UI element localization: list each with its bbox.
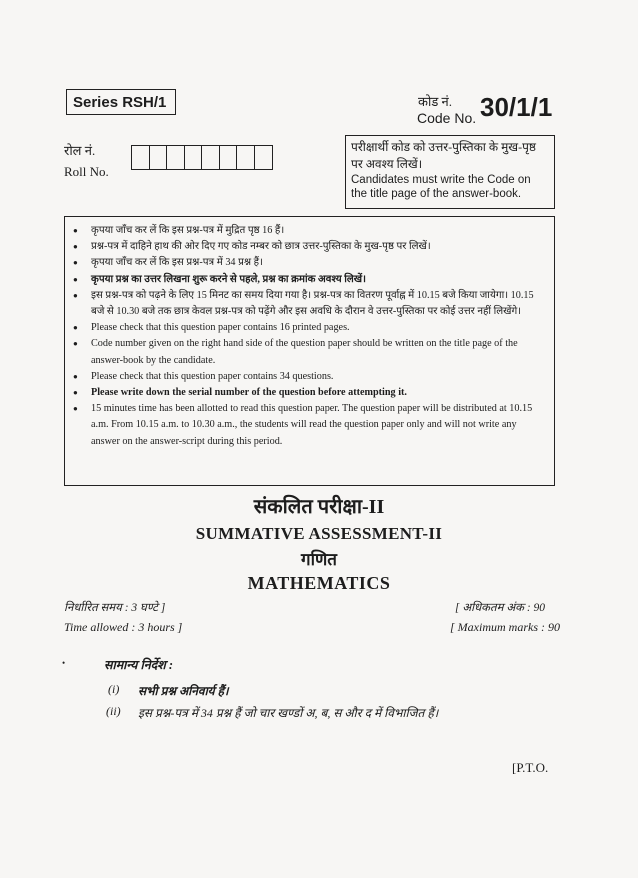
subject-hindi: गणित [301,550,337,569]
subject-english: MATHEMATICS [247,573,391,593]
general-item-text: इस प्रश्न-पत्र में 34 प्रश्न हैं जो चार खण्डों अ, ब, स और द में विभाजित हैं। [138,706,439,720]
roll-digit-box [219,145,238,170]
exam-title-english: SUMMATIVE ASSESSMENT-II [195,524,443,543]
instruction-item: ● Code number given on the right hand side of the question paper should be written on the title page of the answer-book by the candidate. [73,336,546,368]
instruction-item: ● कृपया प्रश्न का उत्तर लिखना शुरू करने से पहले, प्रश्न का क्रमांक अवश्य लिखें। [73,272,546,288]
general-item-number: (i) [108,682,120,696]
roll-digit-box [236,145,255,170]
roll-digit-box [166,145,185,170]
page-turn-over-note: [P.T.O. [512,760,549,775]
instruction-item: ● प्रश्न-पत्र में दाहिने हाथ की ओर दिए गए कोड नम्बर को छात्र उत्तर-पुस्तिका के मुख-पृष्ठ पर लिखें। [73,239,546,255]
instruction-item: ● कृपया जाँच कर लें कि इस प्रश्न-पत्र में मुद्रित पृष्ठ 16 हैं। [73,223,546,239]
code-note-english: Candidates must write the Code on the title page of the answer-book. [351,174,531,200]
time-allowed-hindi: निर्धारित समय : 3 घण्टे ] [64,602,166,614]
code-number: 30/1/1 [480,92,553,122]
exam-title-hindi: संकलित परीक्षा-II [253,496,385,518]
instruction-item: ● 15 minutes time has been allotted to read this question paper. The question paper will be distributed at 10.15 a.m. From 10.15 a.m. to 10.30 a.m., the students will read the question paper only and will not write any answer on the answer-script during this period. [73,401,546,450]
time-allowed-english: Time allowed : 3 hours ] [64,620,183,634]
roll-digit-box [131,145,150,170]
code-note-hindi: परीक्षार्थी कोड को उत्तर-पुस्तिका के मुख-पृष्ठ पर अवश्य लिखें। [351,140,537,171]
roll-digit-box [149,145,168,170]
instructions-box [64,216,555,486]
roll-label-hindi: रोल नं. [64,143,96,158]
instruction-item: ● Please check that this question paper contains 34 questions. [73,369,546,385]
general-instructions-heading: सामान्य निर्देश : [104,658,174,672]
roll-number-boxes [131,145,271,170]
bullet-icon: • [62,658,66,668]
roll-digit-box [201,145,220,170]
instruction-item: ● Please check that this question paper contains 16 printed pages. [73,320,546,336]
instruction-item: ● इस प्रश्न-पत्र को पढ़ने के लिए 15 मिनट का समय दिया गया है। प्रश्न-पत्र का वितरण पूर्वाह्न में 10.15 बजे किया जायेगा। 10.15 बजे से 10.30 बजे तक छात्र केवल प्रश्न-पत्र को पढ़ेंगे और इस अवधि के दौरान वे उत्तर-पुस्तिका पर कोई उत्तर नहीं लिखेंगे। [73,288,546,320]
max-marks-english: [ Maximum marks : 90 [450,620,560,634]
code-label-hindi: कोड नं. [418,94,453,109]
max-marks-hindi: [ अधिकतम अंक : 90 [455,602,546,614]
roll-digit-box [254,145,273,170]
instruction-item: ● कृपया जाँच कर लें कि इस प्रश्न-पत्र में 34 प्रश्न हैं। [73,255,546,271]
roll-digit-box [184,145,203,170]
instruction-item: ● Please write down the serial number of the question before attempting it. [73,385,546,401]
roll-label-english: Roll No. [64,164,109,179]
code-note-box [345,135,555,209]
general-item-number: (ii) [106,704,121,718]
series-box: Series RSH/1 [66,89,176,115]
code-label-english: Code No. [417,110,477,126]
general-item-text: सभी प्रश्न अनिवार्य हैं। [138,684,229,698]
